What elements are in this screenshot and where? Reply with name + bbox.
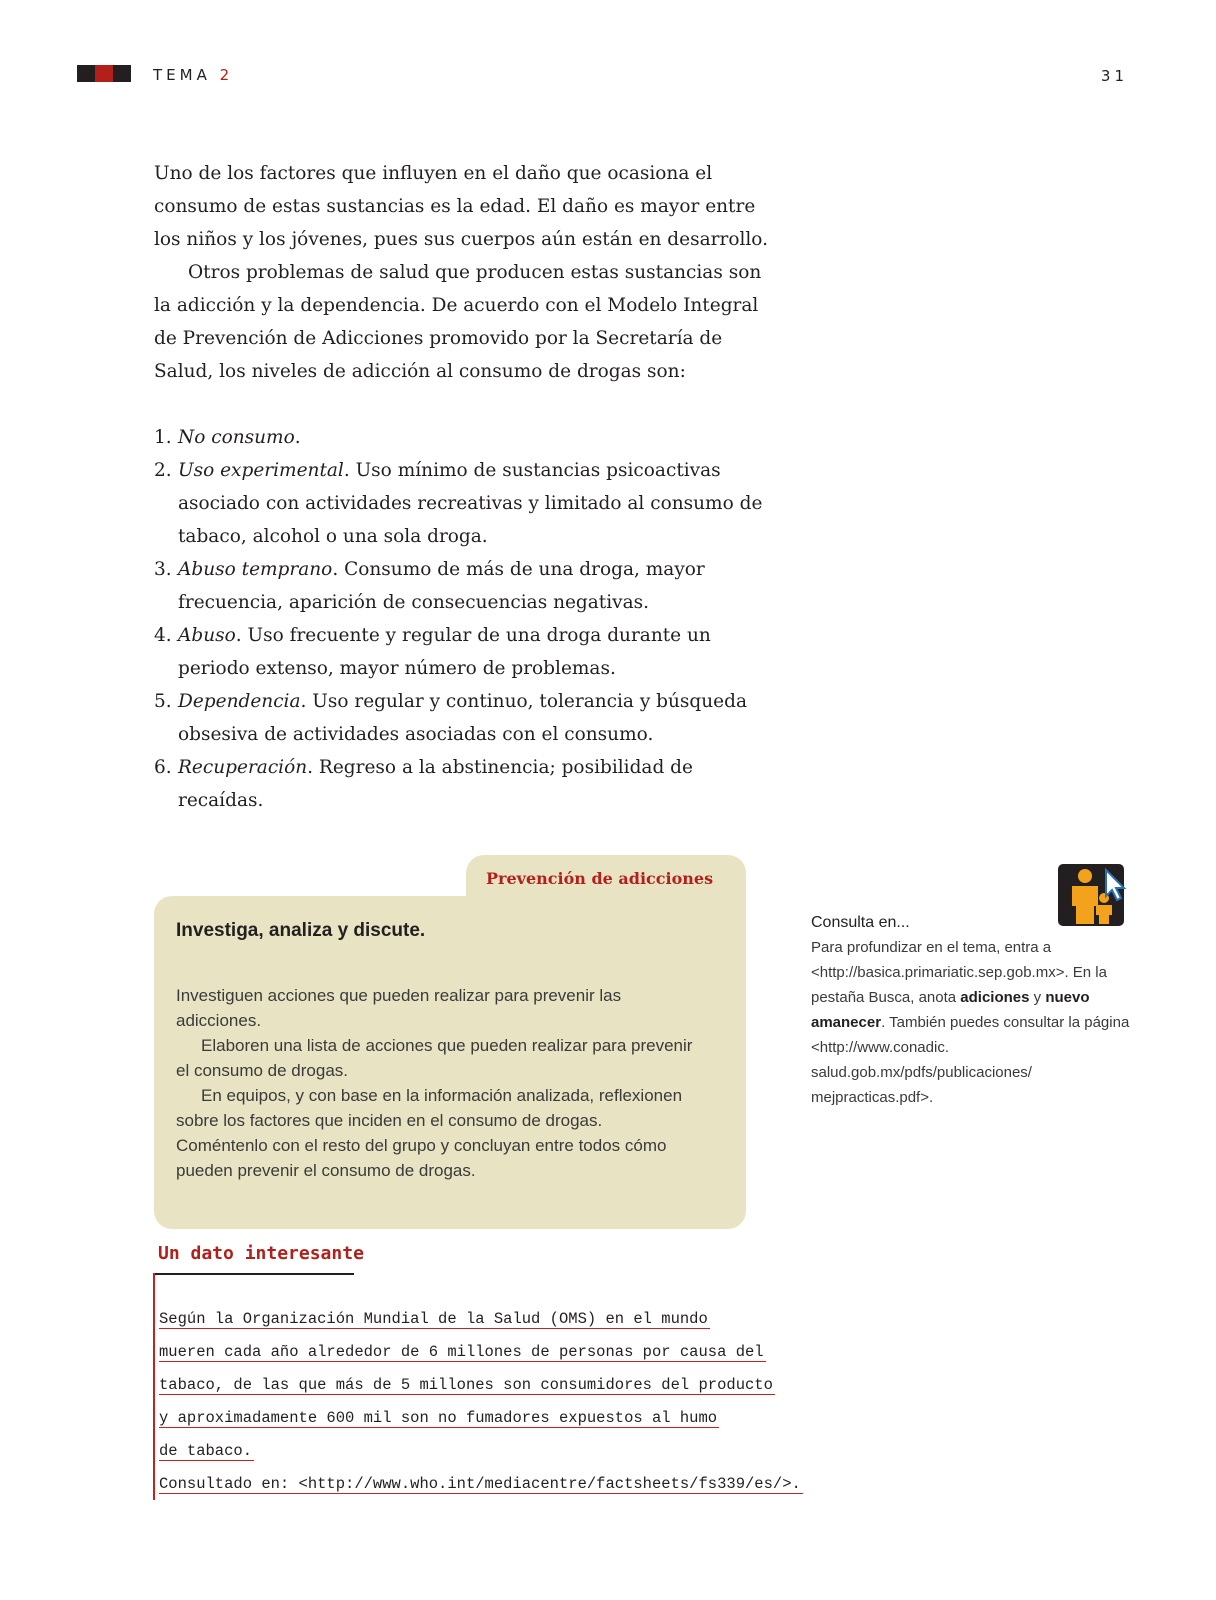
mark-dark bbox=[113, 65, 131, 82]
item-number: 2. bbox=[154, 460, 172, 481]
item-term: Abuso bbox=[178, 625, 236, 646]
section-number: 2 bbox=[219, 66, 234, 84]
activity-text bbox=[176, 983, 696, 1183]
item-desc: . Uso frecuente y regular de una droga durante un periodo extenso, mayor número de problemas. bbox=[178, 625, 711, 679]
item-number: 3. bbox=[154, 559, 172, 580]
list-item bbox=[154, 454, 774, 553]
item-term: Recuperación bbox=[178, 757, 308, 778]
item-desc: . Regreso a la abstinencia; posibilidad de recaídas. bbox=[178, 757, 693, 811]
dato-line bbox=[159, 1371, 803, 1404]
item-term: No consumo bbox=[178, 427, 295, 448]
page-number: 31 bbox=[1100, 67, 1128, 85]
mark-dark bbox=[77, 65, 95, 82]
activity-tab-label: Prevención de adicciones bbox=[486, 869, 714, 888]
dato-line bbox=[159, 1338, 803, 1371]
paragraph: Otros problemas de salud que producen estas sustancias son la adicción y la dependencia. De acuerdo con el Modelo Integral de Prevención de Adicciones promovido por la Secretaría de Salud, los niveles de adicción al consumo de drogas son: bbox=[154, 262, 762, 382]
item-desc: . Uso regular y continuo, tolerancia y búsqueda obsesiva de actividades asociadas con el consumo. bbox=[178, 691, 747, 745]
activity-paragraph: Investiguen acciones que pueden realizar para prevenir las adicciones. bbox=[176, 986, 622, 1030]
mark-red bbox=[95, 65, 113, 82]
sidebar-text bbox=[811, 935, 1141, 1110]
activity-paragraph: Elaboren una lista de acciones que pueden realizar para prevenir el consumo de drogas. bbox=[176, 1036, 693, 1080]
dato-title: Un dato interesante bbox=[158, 1243, 364, 1264]
item-term: Dependencia bbox=[178, 691, 301, 712]
section-word: TEMA bbox=[153, 66, 211, 84]
item-number: 5. bbox=[154, 691, 172, 712]
item-desc: . Uso mínimo de sustancias psicoactivas asociado con actividades recreativas y limitado al consumo de tabaco, alcohol o una sola droga. bbox=[178, 460, 763, 547]
sidebar-keyword: nuevo amanecer bbox=[811, 989, 1090, 1031]
dato-line-text: Según la Organización Mundial de la Salud (OMS) en el mundo bbox=[159, 1310, 708, 1328]
dato-line bbox=[159, 1404, 803, 1437]
sidebar-keyword: adiciones bbox=[960, 989, 1030, 1006]
list-item bbox=[154, 685, 774, 751]
sidebar-text-part: y bbox=[1029, 989, 1046, 1006]
sidebar-title: Consulta en... bbox=[811, 914, 910, 931]
dato-line bbox=[159, 1305, 803, 1338]
dato-body bbox=[159, 1305, 803, 1503]
dato-line-text: de tabaco. bbox=[159, 1442, 253, 1460]
dato-underline bbox=[154, 1273, 354, 1275]
paragraph: Uno de los factores que influyen en el daño que ocasiona el consumo de estas sustancias es la edad. El daño es mayor entre los niños y los jóvenes, pues sus cuerpos aún están en desarrollo. bbox=[154, 163, 768, 250]
list-item bbox=[154, 553, 774, 619]
list-item bbox=[154, 751, 774, 817]
section-label bbox=[153, 66, 233, 84]
sidebar-text-part: Para profundizar en el tema, entra a <http://basica.primariatic.sep.gob.mx>. En la pestaña Busca, anota bbox=[811, 939, 1107, 1006]
dato-border bbox=[153, 1273, 155, 1500]
main-text bbox=[154, 157, 774, 817]
dato-line bbox=[159, 1437, 803, 1470]
item-desc: . bbox=[294, 427, 301, 448]
list-item bbox=[154, 619, 774, 685]
section-marks bbox=[77, 65, 131, 82]
item-number: 6. bbox=[154, 757, 172, 778]
dato-line-text: mueren cada año alrededor de 6 millones de personas por causa del bbox=[159, 1343, 764, 1361]
activity-paragraph: En equipos, y con base en la información analizada, reflexionen sobre los factores que inciden en el consumo de drogas. Coméntenlo con el resto del grupo y concluyan entre todos cómo pueden prevenir el consumo de drogas. bbox=[176, 1086, 683, 1180]
dato-line-text: tabaco, de las que más de 5 millones son consumidores del producto bbox=[159, 1376, 773, 1394]
item-term: Uso experimental bbox=[178, 460, 344, 481]
dato-line-text: Consultado en: <http://www.who.int/mediacentre/factsheets/fs339/es/>. bbox=[159, 1475, 801, 1493]
dato-line-text: y aproximadamente 600 mil son no fumadores expuestos al humo bbox=[159, 1409, 718, 1427]
item-number: 1. bbox=[154, 427, 172, 448]
item-desc: . Consumo de más de una droga, mayor frecuencia, aparición de consecuencias negativas. bbox=[178, 559, 705, 613]
item-number: 4. bbox=[154, 625, 172, 646]
addiction-levels-list bbox=[154, 421, 774, 817]
list-item bbox=[154, 421, 774, 454]
activity-title: Investiga, analiza y discute. bbox=[176, 920, 426, 941]
sidebar-text-part: . También puedes consultar la página <http://www.conadic. salud.gob.mx/pdfs/publicaciones/ mejpracticas.pdf>. bbox=[811, 1014, 1130, 1106]
consulta-sidebar bbox=[811, 910, 1141, 1110]
dato-source bbox=[159, 1470, 803, 1503]
item-term: Abuso temprano bbox=[178, 559, 333, 580]
